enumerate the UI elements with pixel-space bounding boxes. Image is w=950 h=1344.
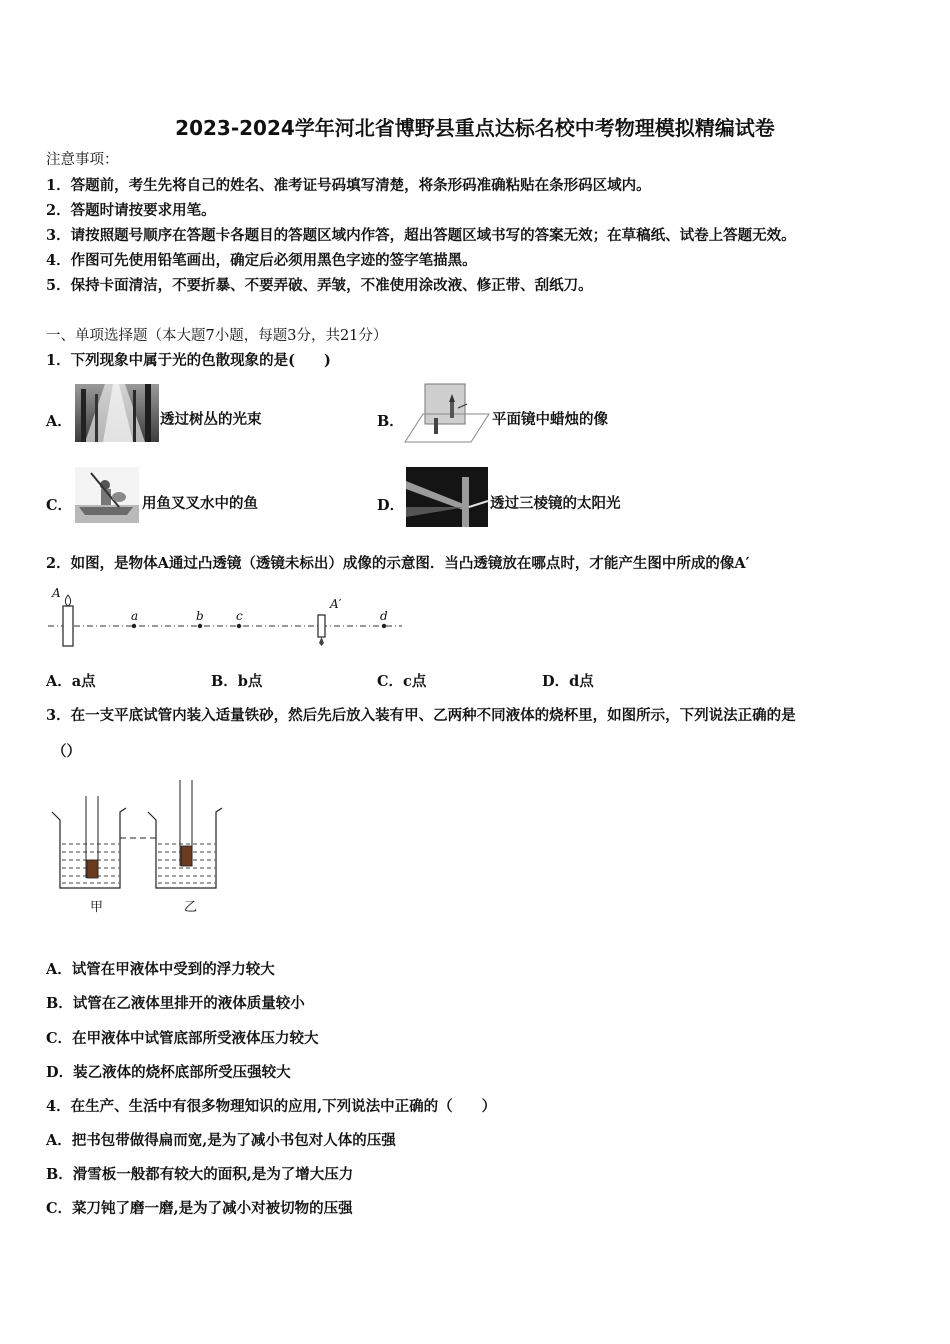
q2-option-b: B．b点: [211, 673, 263, 690]
beaker-label-jia: 甲: [90, 900, 104, 915]
label-a-object: A: [52, 586, 61, 600]
point-b: [198, 624, 202, 628]
q1-option-d-label: D．: [377, 497, 405, 514]
notice-item: 3．请按照题号顺序在答题卡各题目的答题区域内作答，超出答题区域书写的答案无效；在草稿纸、试卷上答题无效。: [46, 227, 796, 244]
label-point-d: d: [380, 609, 388, 623]
notice-item: 2．答题时请按要求用笔。: [46, 202, 216, 219]
lens-ray-diagram: [46, 585, 406, 650]
q1-option-b-text: 平面镜中蜡烛的像: [492, 411, 608, 428]
label-point-b: b: [196, 609, 204, 623]
beakers-figure: [48, 778, 228, 898]
point-c: [237, 624, 241, 628]
notice-item: 5．保持卡面清洁，不要折暴、不要弄破、弄皱，不准使用涂改液、修正带、刮纸刀。: [46, 277, 593, 294]
notice-item: 4．作图可先使用铅笔画出，确定后必须用黑色字迹的签字笔描黑。: [46, 252, 477, 269]
q3-option-b: B．试管在乙液体里排开的液体质量较小: [46, 995, 305, 1012]
q2-stem: 2．如图，是物体A通过凸透镜（透镜未标出）成像的示意图．当凸透镜放在哪点时，才能产生图中所成的像A′: [46, 555, 750, 572]
forest-light-image: [75, 384, 159, 442]
fishing-spear-image: [75, 467, 139, 523]
q4-stem: 4．在生产、生活中有很多物理知识的应用,下列说法中正确的（ ）: [46, 1098, 497, 1115]
q3-option-a: A．试管在甲液体中受到的浮力较大: [46, 961, 275, 978]
q2-option-a: A．a点: [46, 673, 96, 690]
q1-stem: 1．下列现象中属于光的色散现象的是( ): [46, 352, 331, 369]
q1-option-a-text: 透过树丛的光束: [160, 411, 262, 428]
q1-option-b-label: B．: [377, 413, 404, 430]
point-d: [382, 624, 386, 628]
test-tube-yi: [181, 846, 192, 866]
q3-option-d: D．装乙液体的烧杯底部所受压强较大: [46, 1064, 291, 1081]
q4-option-b: B．滑雪板一般都有较大的面积,是为了增大压力: [46, 1166, 354, 1183]
q2-option-d: D．d点: [542, 673, 594, 690]
section-heading: 一、单项选择题（本大题7小题，每题3分，共21分）: [46, 328, 388, 344]
image-candle: [318, 615, 325, 637]
test-tube-jia: [87, 860, 98, 878]
q2-option-c: C．c点: [377, 673, 427, 690]
object-candle: [63, 606, 73, 646]
mirror-candle-image: [403, 384, 489, 444]
q3-stem-cont: （）: [52, 743, 81, 760]
q1-option-a-label: A．: [46, 413, 72, 430]
label-point-c: c: [236, 609, 243, 623]
label-point-a: a: [131, 609, 139, 623]
prism-sunlight-image: [406, 467, 488, 527]
label-a-image: A′: [330, 597, 342, 611]
q1-option-d-text: 透过三棱镜的太阳光: [490, 495, 621, 512]
q4-option-c: C．菜刀钝了磨一磨,是为了减小对被切物的压强: [46, 1200, 353, 1217]
q1-option-c-text: 用鱼叉叉水中的鱼: [142, 495, 258, 512]
q4-option-a: A．把书包带做得扁而宽,是为了减小书包对人体的压强: [46, 1132, 396, 1149]
notice-item: 1．答题前，考生先将自己的姓名、准考证号码填写清楚，将条形码准确粘贴在条形码区域内。: [46, 177, 651, 194]
page-title: 2023-2024学年河北省博野县重点达标名校中考物理模拟精编试卷: [175, 116, 775, 140]
point-a: [132, 624, 136, 628]
beaker-label-yi: 乙: [184, 900, 198, 915]
q3-stem: 3．在一支平底试管内装入适量铁砂，然后先后放入装有甲、乙两种不同液体的烧杯里，如图所示，下列说法正确的是: [46, 707, 796, 724]
notice-heading: 注意事项：: [46, 152, 119, 168]
q3-option-c: C．在甲液体中试管底部所受液体压力较大: [46, 1030, 319, 1047]
q1-option-c-label: C．: [46, 497, 73, 514]
